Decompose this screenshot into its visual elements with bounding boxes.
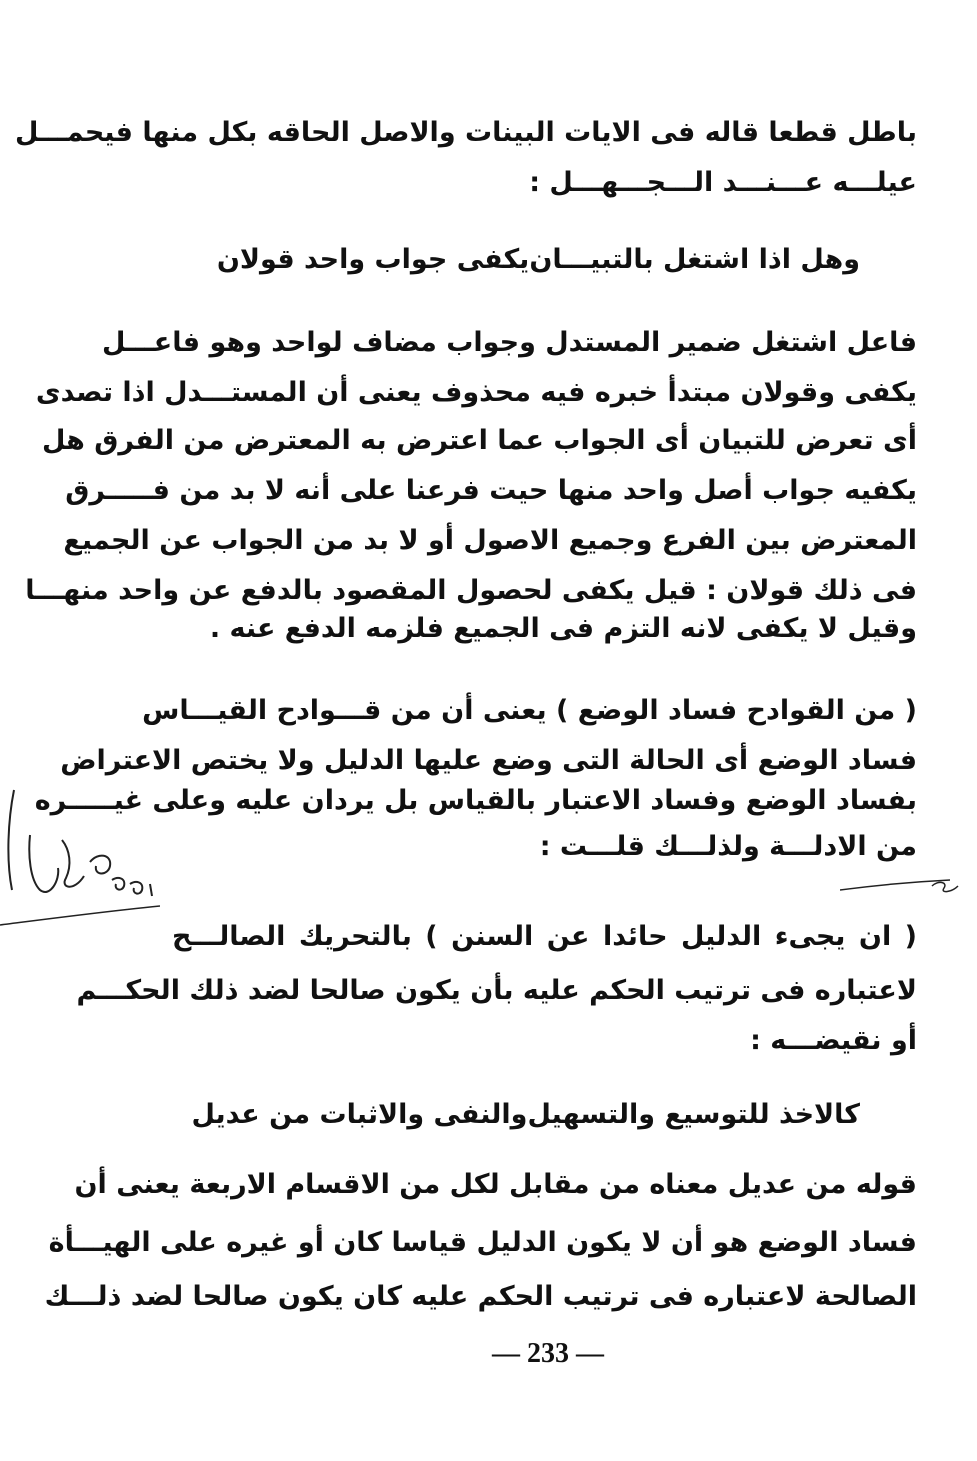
verse-line bbox=[191, 1092, 860, 1138]
text-line: ( ان يجىء الدليل حائدا عن السنن ) بالتحريك الصالـــح bbox=[172, 921, 917, 952]
text-line: فاعل اشتغل ضمير المستدل وجواب مضاف لواحد وهو فاعـــل bbox=[102, 327, 917, 358]
verse-left-hemistich: والنفى والاثبات من عديل bbox=[191, 1099, 528, 1130]
handwritten-signature bbox=[0, 780, 160, 930]
text-line: المعترض بين الفرع وجميع الاصول أو لا بد من الجواب عن الجميع bbox=[63, 525, 917, 556]
text-line: فساد الوضع هو أن لا يكون الدليل قياسا كان أو غيره على الهيـــأة bbox=[48, 1227, 917, 1258]
verse-line bbox=[216, 237, 860, 283]
text-line: وقيل لا يكفى لانه التزم فى الجميع فلزمه الدفع عنه . bbox=[209, 613, 917, 644]
text-line: أى تعرض للتبيان أى الجواب عما اعترض به المعترض من الفرق هل bbox=[42, 425, 917, 456]
text-line: باطل قطعا قاله فى الايات البينات والاصل الحاقه بكل منها فيحمـــل bbox=[14, 117, 917, 148]
text-line: بفساد الوضع وفساد الاعتبار بالقياس بل يردان عليه وعلى غيـــــره bbox=[34, 785, 917, 816]
text-line: فى ذلك قولان : قيل يكفى لحصول المقصود بالدفع عن واحد منهـــا bbox=[25, 575, 917, 606]
text-line: لاعتباره فى ترتيب الحكم عليه بأن يكون صالحا لضد ذلك الحكـــم bbox=[76, 975, 917, 1006]
text-line: قوله من عديل معناه من مقابل لكل من الاقسام الاربعة يعنى أن bbox=[74, 1169, 917, 1200]
text-line: فساد الوضع أى الحالة التى وضع عليها الدليل ولا يختص الاعتراض bbox=[60, 745, 917, 776]
page-number: — 233 — bbox=[492, 1338, 604, 1369]
verse-right-hemistich: وهل اذا اشتغل بالتبيـــان bbox=[529, 244, 860, 275]
text-line: ( من القوادح فساد الوضع ) يعنى أن من قـــوادح القيـــاس bbox=[142, 695, 917, 726]
text-line: يكفى وقولان مبتدأ خبره فيه محذوف يعنى أن المستـــدل اذا تصدى bbox=[35, 377, 917, 408]
text-line: من الادلـــة ولذلـــك قلـــت : bbox=[539, 831, 917, 862]
margin-pen-mark bbox=[840, 872, 970, 902]
text-line: يكفيه جواب أصل واحد منها حيت فرعنا على أنه لا بد من فـــــرق bbox=[65, 475, 917, 506]
verse-right-hemistich: كالاخذ للتوسيع والتسهيل bbox=[527, 1099, 860, 1130]
text-line: عيلـــه عـــنـــد الـــجـــهـــل : bbox=[529, 167, 917, 198]
text-line: أو نقيضـــه : bbox=[750, 1025, 917, 1056]
verse-left-hemistich: يكفى جواب واحد قولان bbox=[216, 244, 530, 275]
text-line: الصالحة لاعتباره فى ترتيب الحكم عليه كان يكون صالحا لضد ذلـــك bbox=[44, 1281, 917, 1312]
